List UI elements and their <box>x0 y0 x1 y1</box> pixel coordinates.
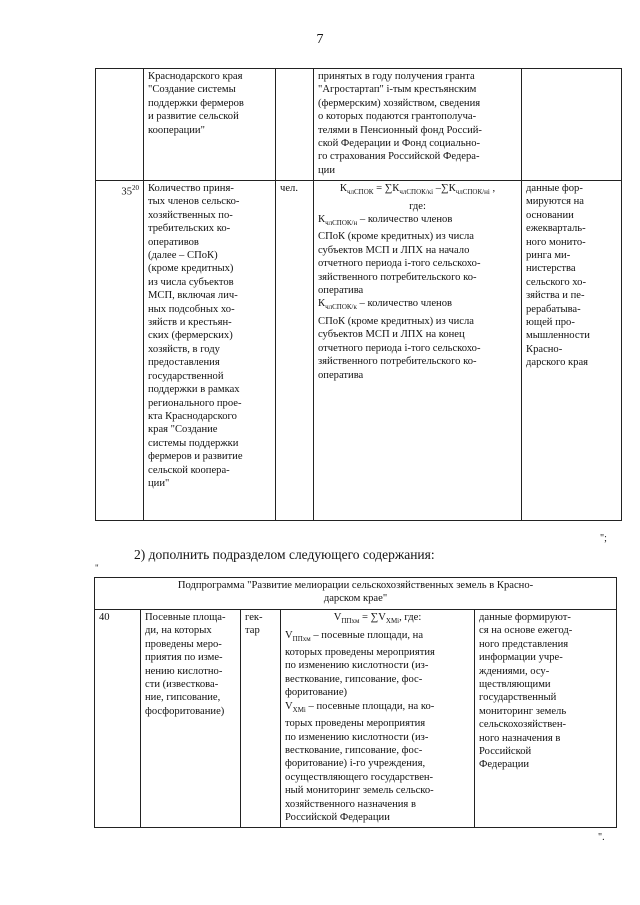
method-cell <box>281 610 475 828</box>
unit-cell: гек- тар <box>241 610 281 828</box>
closing-quote: "; <box>600 533 607 544</box>
indicator-name-cell: Количество приня- тых членов сельско- хозяйственных по- требительских ко- оперативов (далее – СПоК) (кроме кредитных) из числа субъектов МСП, включая лич- ных подсобных хо- зяйств и крестьян- ских (фермерских) хозяйств, в году предоставления государственной поддержки в рамках регионального прое- кта Краснодарского края "Создание системы поддержки фермеров и развитие сельской коопера- ции" <box>144 181 276 521</box>
formula-definition: $V_{ППхм}$ – посевные площади, на которых проведены мероприятия по изменению кислотности (из- весткование, гипсование, фос- форитование) <box>285 629 435 699</box>
source-cell <box>522 69 622 181</box>
indicator-name-cell: Краснодарского края "Создание системы поддержки фермеров и развитие сельской кооперации" <box>144 69 276 181</box>
unit-cell: чел. <box>276 181 314 521</box>
row-number-cell <box>96 69 144 181</box>
indicators-table-continued <box>95 68 622 521</box>
opening-quote: " <box>95 563 99 573</box>
method-cell: принятых в году получения гранта "Агростартап" i-тым крестьянским (фермерским) хозяйством, сведения о которых подаются грантополуча- телями в Пенсионный фонд Россий- ской Федерации и Фонд социально- го страхования Российской Федера- ции <box>314 69 522 181</box>
subprogram-header: Подпрограмма "Развитие мелиорации сельскохозяйственных земель в Красно- дарском крае" <box>95 578 617 610</box>
formula-definition: $К_{члСПОК/к}$ – количество членов СПоК (кроме кредитных) из числа субъектов МСП и ЛПХ на конец отчетного периода i-того сельскохо- зяйственного потребительского ко- оператива <box>318 298 481 381</box>
indicator-name-cell: Посевные площа- ди, на которых проведены меро- приятия по изме- нению кислотно- сти (известкова- ние, гипсование, фосфоритование) <box>141 610 241 828</box>
row-number: 35 <box>121 186 132 198</box>
table-row <box>95 610 617 828</box>
melioration-subprogram-table <box>94 577 617 828</box>
table-row <box>95 578 617 610</box>
source-cell: данные фор- мируются на основании ежекварталь- ного монито- ринга ми- нистерства сельского хо- зяйства и пе- рерабатыва- ющей про- мышленности Красно- дарского края <box>522 181 622 521</box>
source-cell: данные формируют- ся на основе ежегод- ного представления информации учре- ждениями, осу- ществляющими государственный мониторинг земель сельскохозяйствен- ного назначения в Российской Федерации <box>475 610 617 828</box>
formula-where: где: <box>409 200 426 212</box>
calculation-formula: $V_{ППхм} = \sum V_{ХМi}$, где: <box>333 612 422 626</box>
row-number-cell: 40 <box>95 610 141 828</box>
section-instruction: 2) дополнить подразделом следующего содержания: <box>134 547 435 562</box>
row-number-cell <box>96 181 144 521</box>
unit-cell <box>276 69 314 181</box>
table-row <box>96 181 622 521</box>
calculation-formula: $К_{члСПОК} = \sum К_{члСПОК/кi}$ $-\sum К_{члСПОК/нi}$ , <box>339 183 496 197</box>
row-number-footnote: 20 <box>132 184 139 192</box>
method-cell <box>314 181 522 521</box>
formula-definition: $К_{члСПОК/н}$ – количество членов СПоК (кроме кредитных) из числа субъектов МСП и ЛПХ на начало отчетного периода i-того сельскохо- зяйственного потребительского ко- оператива <box>318 213 481 297</box>
table-row <box>96 69 622 181</box>
closing-quote: ". <box>598 832 605 843</box>
page-number: 7 <box>316 32 324 47</box>
formula-definition: $V_{ХМi}$ – посевные площади, на ко- торых проведены мероприятия по изменению кислотности (из- весткование, гипсование, фос- форитование) i-го учреждения, осуществляющего государствен- ный мониторинг земель сельско- хозяйственного назначения в Российской Федерации <box>285 700 435 824</box>
